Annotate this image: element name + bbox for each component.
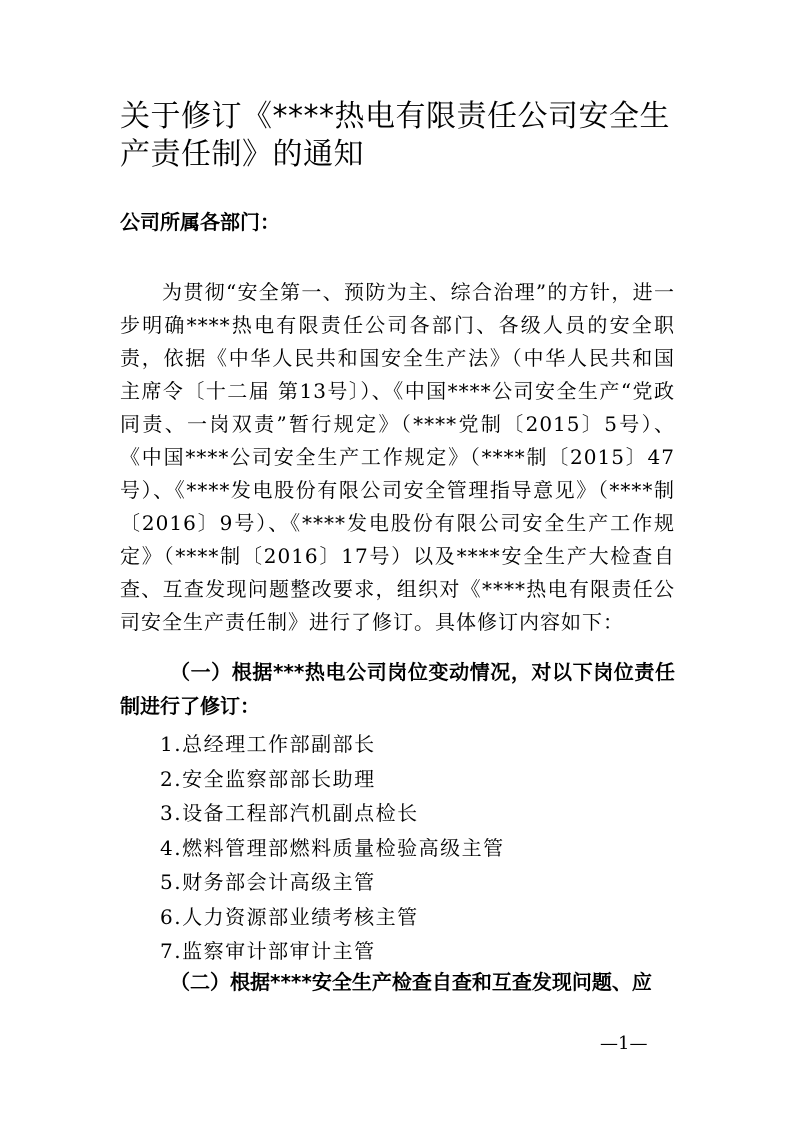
document-title: 关于修订《****热电有限责任公司安全生产责任制》的通知 [120, 99, 670, 172]
list-item: 7.监察审计部审计主管 [160, 939, 376, 963]
list-item: 4.燃料管理部燃料质量检验高级主管 [160, 835, 505, 860]
list-item: 5.财务部会计高级主管 [160, 870, 376, 894]
list-item: 6.人力资源部业绩考核主管 [160, 904, 419, 929]
section-2-heading: （二）根据****安全生产检查自查和互查发现问题、应 [170, 970, 652, 994]
body-paragraph: 为贯彻“安全第一、预防为主、综合治理”的方针，进一步明确****热电有限责任公司各部门、各级人员的安全职责，依据《中华人民共和国安全生产法》（中华人民共和国主席令〔十二届 第13号〕）、《中国****公司安全生产“党政同责、一岗双责”暂行规定》（****党制〔2015〕5号）、《中国****公司安全生产工作规定》（****制〔2015〕47号）、《****发电股份有限公司安全管理指导意见》（****制〔2016〕9号）、《****发电股份有限公司安全生产工作规定》（****制〔2016〕17号）以及****安全生产大检查自查、互查发现问题整改要求，组织对《****热电有限责任公司安全生产责任制》进行了修订。具体修订内容如下： [120, 280, 675, 634]
salutation: 公司所属各部门： [120, 210, 280, 234]
list-item: 2.安全监察部部长助理 [160, 766, 376, 791]
page-number: —1— [600, 1033, 648, 1054]
section-1-heading: （一）根据***热电公司岗位变动情况，对以下岗位责任制进行了修订： [120, 660, 675, 718]
list-item: 1.总经理工作部副部长 [160, 732, 376, 756]
revised-positions-list [160, 727, 505, 969]
list-item: 3.设备工程部汽机副点检长 [160, 801, 419, 825]
